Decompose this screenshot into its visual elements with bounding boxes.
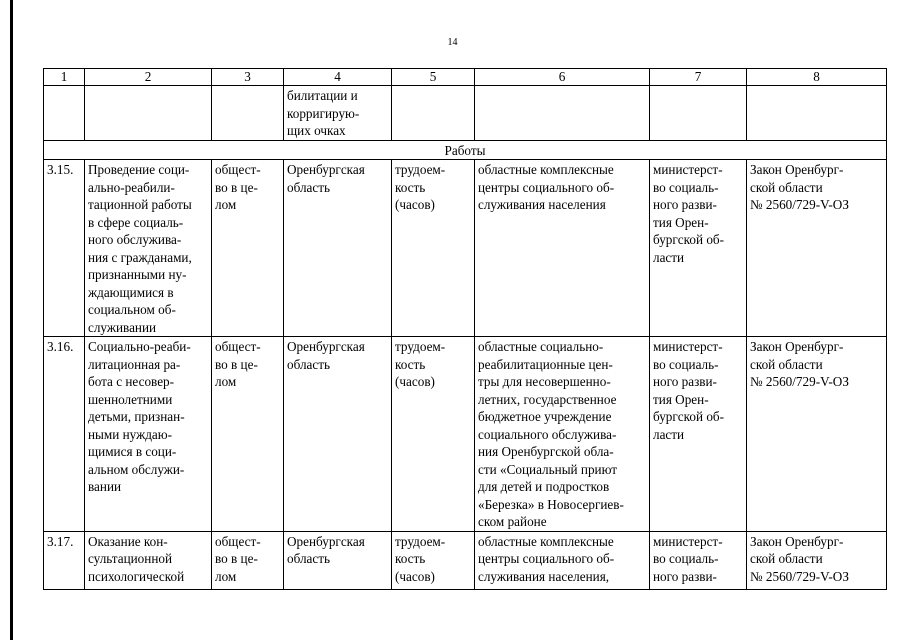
column-number-cell: 7 — [650, 69, 747, 86]
item-number-cell: 3.15. — [44, 160, 85, 337]
territory-cell: Оренбургская область — [284, 337, 392, 532]
table-cell — [212, 86, 284, 141]
recipients-cell: общест- во в це- лом — [212, 160, 284, 337]
table-row — [44, 531, 887, 589]
table-row — [44, 337, 887, 532]
table-cell — [44, 86, 85, 141]
recipients-cell: общест- во в це- лом — [212, 531, 284, 589]
table-cell — [392, 86, 475, 141]
measure-cell: трудоем- кость (часов) — [392, 337, 475, 532]
left-margin-rule — [10, 0, 13, 640]
column-number-cell: 2 — [85, 69, 212, 86]
law-cell: Закон Оренбург- ской области № 2560/729-V-ОЗ — [747, 337, 887, 532]
recipients-cell: общест- во в це- лом — [212, 337, 284, 532]
providers-cell: областные комплексные центры социального об- служивания населения, — [475, 531, 650, 589]
column-number-row — [44, 69, 887, 86]
table-cell — [650, 86, 747, 141]
services-table — [43, 68, 887, 590]
column-number-cell: 3 — [212, 69, 284, 86]
authority-cell: министерст- во социаль- ного разви- — [650, 531, 747, 589]
column-number-cell: 4 — [284, 69, 392, 86]
column-number-cell: 6 — [475, 69, 650, 86]
law-cell: Закон Оренбург- ской области № 2560/729-V-ОЗ — [747, 531, 887, 589]
section-row — [44, 140, 887, 160]
measure-cell: трудоем- кость (часов) — [392, 160, 475, 337]
providers-cell: областные социально- реабилитационные цен- тры для несовершенно- летних, государственное бюджетное учреждение социального обслужива- ния Оренбургской обла- сти «Социальный приют для детей и подростков «Березка» в Новосергиев- ском районе — [475, 337, 650, 532]
service-name-cell: Социально-реаби- литационная ра- бота с несовер- шеннолетними детьми, признан- ными нуждаю- щимися в соци- альном обслужи- вании — [85, 337, 212, 532]
table-cell — [747, 86, 887, 141]
territory-cell: Оренбургская область — [284, 531, 392, 589]
providers-cell: областные комплексные центры социального об- служивания населения — [475, 160, 650, 337]
column-number-cell: 5 — [392, 69, 475, 86]
service-name-cell: Оказание кон- сультационной психологической — [85, 531, 212, 589]
authority-cell: министерст- во социаль- ного разви- тия Орен- бургской об- ласти — [650, 337, 747, 532]
authority-cell: министерст- во социаль- ного разви- тия Орен- бургской об- ласти — [650, 160, 747, 337]
law-cell: Закон Оренбург- ской области № 2560/729-V-ОЗ — [747, 160, 887, 337]
section-title: Работы — [44, 140, 887, 160]
continuation-row — [44, 86, 887, 141]
table-row — [44, 160, 887, 337]
item-number-cell: 3.17. — [44, 531, 85, 589]
table-cell — [475, 86, 650, 141]
table-cell — [85, 86, 212, 141]
column-number-cell: 8 — [747, 69, 887, 86]
item-number-cell: 3.16. — [44, 337, 85, 532]
table-cell: билитации и корригирую- щих очках — [284, 86, 392, 141]
service-name-cell: Проведение соци- ально-реабили- тационной работы в сфере социаль- ного обслужива- ния с гражданами, признанными ну- ждающимися в социальном об- служивании — [85, 160, 212, 337]
column-number-cell: 1 — [44, 69, 85, 86]
page-number: 14 — [447, 37, 458, 48]
territory-cell: Оренбургская область — [284, 160, 392, 337]
measure-cell: трудоем- кость (часов) — [392, 531, 475, 589]
